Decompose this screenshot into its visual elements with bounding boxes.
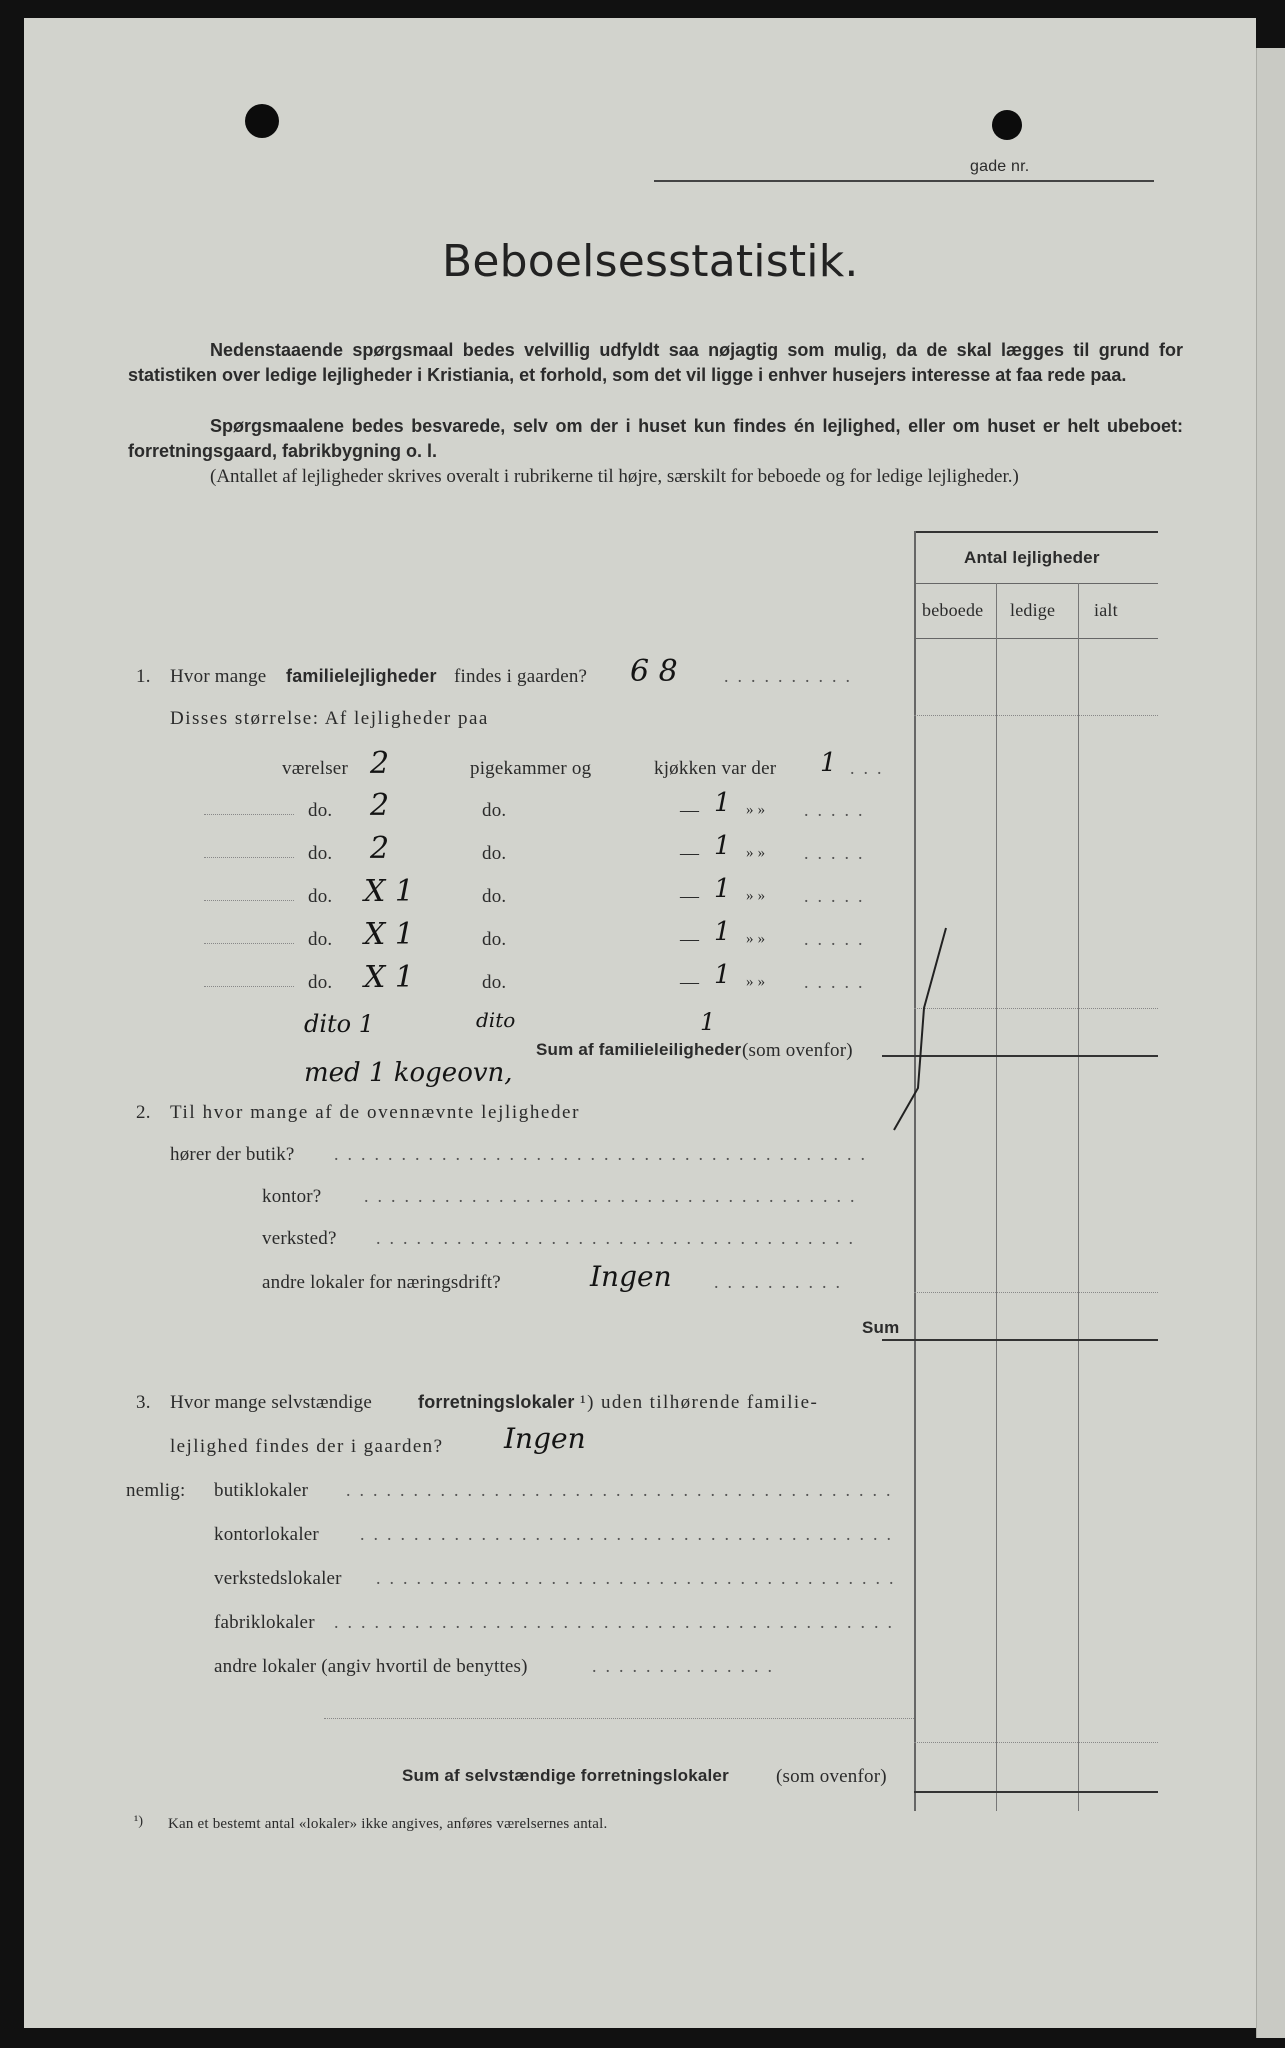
q3-item-andre: andre lokaler (angiv hvortil de benyttes) (214, 1656, 528, 1677)
q3-item-fabrik: fabriklokaler (214, 1612, 315, 1633)
q1-row4-dots: ..... (804, 886, 872, 906)
q1-row4-quotes: » » (746, 888, 766, 904)
q1-row3-rooms: 2 (370, 831, 390, 866)
form-sheet (24, 18, 1256, 2028)
q3-item-verksted-dots: ....................................... (376, 1568, 903, 1588)
q1-extra-label: dito 1 (304, 1010, 375, 1038)
q3-item-verksted: verkstedslokaler (214, 1568, 342, 1589)
table-title-rule (914, 583, 1158, 584)
q1-leader-dots: .......... (724, 666, 859, 686)
q3-text-a: Hvor mange selvstændige (170, 1392, 372, 1413)
col-ledige: ledige (1010, 600, 1056, 620)
q1-sizes-intro: Disses størrelse: Af lejligheder paa (170, 708, 489, 729)
street-label: gade nr. (970, 158, 1030, 175)
q3-item-butik-dots: ......................................... (346, 1480, 900, 1500)
check-stroke (884, 918, 964, 1138)
q3-namely: nemlig: (126, 1480, 186, 1501)
q1-row5-label: do. (308, 929, 333, 950)
q1-col-maid: pigekammer og (470, 758, 592, 779)
table-row-rule (914, 715, 1158, 716)
q3-text-c: ¹) uden tilhørende familie- (580, 1392, 819, 1413)
q1-row3-label: do. (308, 843, 333, 864)
table-q2-sum-rule (882, 1339, 1158, 1341)
q1-row5-rooms: X 1 (364, 917, 414, 952)
q1-row5-kitchen: 1 (714, 917, 731, 947)
q1-row5-quotes: » » (746, 931, 766, 947)
q1-row5-mid: do. (482, 929, 507, 950)
q1-row4-kitchen: 1 (714, 874, 731, 904)
table-col-divider-2 (1078, 583, 1079, 1811)
q1-row2-dash: — (680, 800, 700, 821)
q1-row4-rooms: X 1 (364, 874, 414, 909)
intro-paragraph-1: Nedenstaaende spørgsmaal bedes velvillig udfyldt saa nøjagtig som mulig, da de skal lægges til grund for statistiken over ledige lejligheder i Kristiania, et forhold, som det vil ligge i enhver husejers interesse at faa rede paa. (128, 340, 1183, 385)
intro-paragraph-2: Spørgsmaalene bedes besvarede, selv om der i huset kun findes én lejlighed, eller om huset er helt ubeboet: forretningsgaard, fabrikbygning o. l. (128, 416, 1183, 461)
q1-row4-label: do. (308, 886, 333, 907)
q2-question: Til hvor mange af de ovennævnte lejligheder (170, 1102, 581, 1123)
q1-row5-dots: ..... (804, 929, 872, 949)
q1-sum-label: Sum af familieleiligheder (536, 1040, 742, 1059)
q2-sum-label: Sum (862, 1318, 900, 1337)
q1-row6-quotes: » » (746, 974, 766, 990)
q3-sum-label: Sum af selvstændige forretningslokaler (402, 1766, 729, 1785)
q1-note: med 1 kogeovn, (304, 1058, 513, 1088)
q1-col-rooms: værelser (282, 758, 348, 779)
q2-item-kontor-dots: ..................................... (364, 1186, 864, 1206)
q3-separator (324, 1718, 914, 1719)
q1-row5-dash: — (680, 929, 700, 950)
q1-row3-dots: ..... (804, 843, 872, 863)
table-header-rule (914, 638, 1158, 639)
col-beboede: beboede (922, 600, 984, 620)
q1-extra-kitchen: 1 (700, 1008, 716, 1036)
q2-item-verksted: verksted? (262, 1228, 337, 1249)
q1-extra-mid: dito (476, 1008, 516, 1032)
q3-item-kontor-dots: ........................................ (360, 1524, 900, 1544)
q1-row4-leader (204, 900, 294, 901)
q3-text-d: lejlighed findes der i gaarden? (170, 1436, 444, 1457)
q2-item-kontor: kontor? (262, 1186, 322, 1207)
q3-text-b: forretningslokaler (418, 1392, 575, 1412)
q1-text-c: findes i gaarden? (454, 666, 588, 687)
q1-row4-dash: — (680, 886, 700, 907)
punch-hole-right (992, 110, 1022, 140)
page-edge (1256, 48, 1285, 2038)
q1-row2-mid: do. (482, 800, 507, 821)
q1-text-b: familielejligheder (286, 666, 437, 686)
q1-row2-rooms: 2 (370, 788, 390, 823)
table-q3-sum-rule (914, 1791, 1158, 1793)
q1-number: 1. (136, 666, 151, 687)
q1-row1-dots: ... (850, 758, 891, 778)
q3-answer: Ingen (504, 1422, 586, 1455)
q1-row2-quotes: » » (746, 802, 766, 818)
q1-row3-quotes: » » (746, 845, 766, 861)
q3-sum-label-rest: (som ovenfor) (776, 1766, 887, 1787)
q2-item-verksted-dots: .................................... (376, 1228, 862, 1248)
q1-row6-dots: ..... (804, 972, 872, 992)
q1-row6-leader (204, 986, 294, 987)
q1-row2-kitchen: 1 (714, 788, 731, 818)
q2-item-andre-dots: .......... (714, 1272, 849, 1292)
col-ialt: ialt (1094, 600, 1118, 620)
q1-sum-label-rest: (som ovenfor) (742, 1040, 853, 1061)
q1-row3-leader (204, 857, 294, 858)
q1-row2-leader (204, 814, 294, 815)
q1-row3-dash: — (680, 843, 700, 864)
q3-item-fabrik-dots: .......................................... (334, 1612, 901, 1632)
q3-item-andre-dots: .............. (592, 1656, 781, 1676)
q1-row2-label: do. (308, 800, 333, 821)
footnote-text: Kan et bestemt antal «lokaler» ikke angives, anføres værelsernes antal. (168, 1816, 608, 1832)
q1-row6-label: do. (308, 972, 333, 993)
page-title: Beboelsesstatistik. (442, 236, 859, 287)
q1-row6-mid: do. (482, 972, 507, 993)
table-left-border (914, 531, 916, 1811)
q2-number: 2. (136, 1102, 151, 1123)
q1-row5-leader (204, 943, 294, 944)
q3-item-butik: butiklokaler (214, 1480, 309, 1501)
q2-item-andre: andre lokaler for næringsdrift? (262, 1272, 501, 1293)
q3-number: 3. (136, 1392, 151, 1413)
table-col-divider-1 (996, 583, 997, 1811)
q1-answer: 6 8 (630, 654, 678, 689)
q2-item-butik-dots: ........................................ (334, 1144, 874, 1164)
street-underline (654, 180, 1154, 182)
table-title: Antal lejligheder (964, 548, 1100, 567)
punch-hole-left (245, 104, 279, 138)
table-top-rule (914, 531, 1158, 533)
q2-answer: Ingen (590, 1260, 672, 1293)
q3-item-kontor: kontorlokaler (214, 1524, 319, 1545)
q1-row6-rooms: X 1 (364, 960, 414, 995)
q1-row6-dash: — (680, 972, 700, 993)
intro-paragraph-3: (Antallet af lejligheder skrives overalt i rubrikerne til højre, særskilt for beboede og for ledige lejligheder.) (210, 466, 1019, 487)
q1-row4-mid: do. (482, 886, 507, 907)
q1-text-a: Hvor mange (170, 666, 267, 687)
q2-item-butik: hører der butik? (170, 1144, 295, 1165)
q1-row3-kitchen: 1 (714, 831, 731, 861)
q1-col-kitchen: kjøkken var der (654, 758, 777, 779)
q1-row1-kitchen: 1 (820, 748, 837, 778)
q1-row3-mid: do. (482, 843, 507, 864)
table-row-rule (914, 1292, 1158, 1293)
footnote-marker: ¹) (134, 1814, 144, 1829)
q1-row6-kitchen: 1 (714, 960, 731, 990)
table-row-rule (914, 1742, 1158, 1743)
q1-row1-rooms: 2 (370, 746, 390, 781)
q1-row2-dots: ..... (804, 800, 872, 820)
